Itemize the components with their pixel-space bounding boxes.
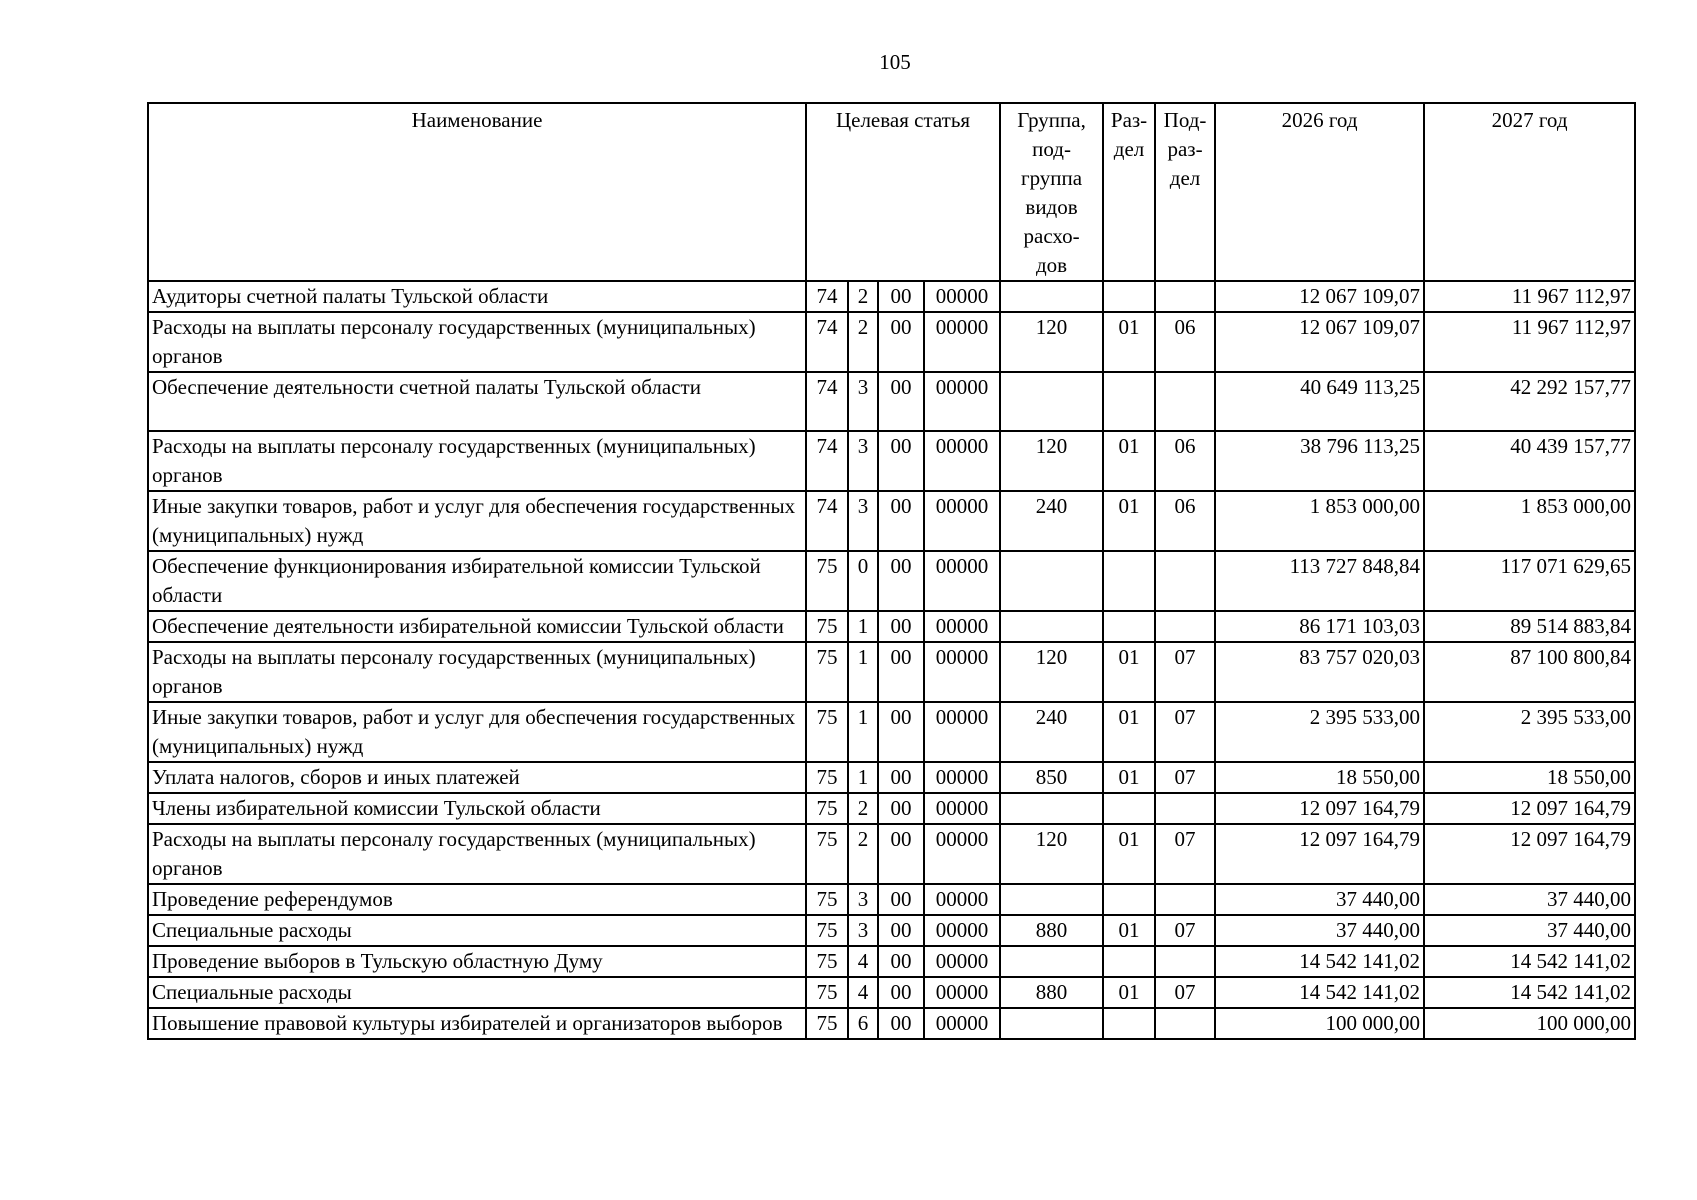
expense-group-cell <box>1000 372 1103 431</box>
row-name-cell: Аудиторы счетной палаты Тульской области <box>148 281 806 312</box>
section-cell: 01 <box>1103 431 1155 491</box>
target-code-subprogram-cell: 1 <box>848 611 878 642</box>
target-code-subprogram-cell: 3 <box>848 884 878 915</box>
header-subsection <box>1155 103 1215 281</box>
amount-2026-cell: 14 542 141,02 <box>1215 977 1424 1008</box>
amount-2027-cell: 42 292 157,77 <box>1424 372 1635 431</box>
target-code-subprogram-cell: 2 <box>848 281 878 312</box>
expense-group-cell <box>1000 946 1103 977</box>
amount-2026-cell: 1 853 000,00 <box>1215 491 1424 551</box>
target-code-program-cell: 74 <box>806 281 848 312</box>
subsection-cell <box>1155 946 1215 977</box>
target-code-direction-cell: 00000 <box>924 915 1000 946</box>
amount-2027-cell: 14 542 141,02 <box>1424 977 1635 1008</box>
amount-2027-cell: 100 000,00 <box>1424 1008 1635 1039</box>
target-code-direction-cell: 00000 <box>924 824 1000 884</box>
target-code-subprogram-cell: 1 <box>848 762 878 793</box>
target-code-program-cell: 75 <box>806 884 848 915</box>
target-code-program-cell: 75 <box>806 551 848 611</box>
target-code-main-cell: 00 <box>878 431 924 491</box>
amount-2027-cell: 11 967 112,97 <box>1424 312 1635 372</box>
amount-2026-cell: 37 440,00 <box>1215 884 1424 915</box>
expense-group-cell <box>1000 1008 1103 1039</box>
amount-2027-cell: 87 100 800,84 <box>1424 642 1635 702</box>
table-row <box>148 1008 1635 1039</box>
target-code-program-cell: 75 <box>806 824 848 884</box>
target-code-subprogram-cell: 4 <box>848 946 878 977</box>
section-cell: 01 <box>1103 762 1155 793</box>
amount-2027-cell: 89 514 883,84 <box>1424 611 1635 642</box>
section-cell: 01 <box>1103 312 1155 372</box>
target-code-main-cell: 00 <box>878 977 924 1008</box>
subsection-cell <box>1155 793 1215 824</box>
page-number: 105 <box>879 50 911 74</box>
header-group-line: под- <box>1032 137 1071 161</box>
table-row <box>148 431 1635 491</box>
subsection-cell: 06 <box>1155 431 1215 491</box>
amount-2027-cell: 37 440,00 <box>1424 884 1635 915</box>
table-row <box>148 702 1635 762</box>
target-code-direction-cell: 00000 <box>924 702 1000 762</box>
subsection-cell: 07 <box>1155 915 1215 946</box>
header-subsection-line: Под- <box>1163 108 1207 132</box>
header-group-line: группа <box>1020 166 1083 190</box>
row-name-cell: Обеспечение деятельности избирательной комиссии Тульской области <box>148 611 806 642</box>
row-name-cell: Обеспечение деятельности счетной палаты Тульской области <box>148 372 806 431</box>
target-code-program-cell: 75 <box>806 702 848 762</box>
header-section-line: дел <box>1113 137 1145 161</box>
target-code-main-cell: 00 <box>878 702 924 762</box>
target-code-main-cell: 00 <box>878 642 924 702</box>
header-group-line: дов <box>1035 253 1068 277</box>
target-code-direction-cell: 00000 <box>924 642 1000 702</box>
section-cell <box>1103 611 1155 642</box>
target-code-direction-cell: 00000 <box>924 793 1000 824</box>
table-row <box>148 611 1635 642</box>
expense-group-cell <box>1000 551 1103 611</box>
row-name-cell: Обеспечение функционирования избирательной комиссии Тульской области <box>148 551 806 611</box>
expense-group-cell <box>1000 793 1103 824</box>
target-code-subprogram-cell: 2 <box>848 793 878 824</box>
row-name-cell: Уплата налогов, сборов и иных платежей <box>148 762 806 793</box>
subsection-cell <box>1155 611 1215 642</box>
target-code-main-cell: 00 <box>878 793 924 824</box>
row-name-cell: Расходы на выплаты персоналу государственных (муниципальных) органов <box>148 312 806 372</box>
target-code-main-cell: 00 <box>878 915 924 946</box>
header-section <box>1103 103 1155 281</box>
expense-group-cell: 120 <box>1000 824 1103 884</box>
budget-table <box>147 102 1636 1040</box>
amount-2026-cell: 12 067 109,07 <box>1215 312 1424 372</box>
row-name-cell: Иные закупки товаров, работ и услуг для обеспечения государственных (муниципальных) нужд <box>148 702 806 762</box>
header-year-2027: 2027 год <box>1424 103 1635 281</box>
section-cell: 01 <box>1103 977 1155 1008</box>
section-cell <box>1103 551 1155 611</box>
table-row <box>148 977 1635 1008</box>
subsection-cell: 07 <box>1155 702 1215 762</box>
amount-2027-cell: 37 440,00 <box>1424 915 1635 946</box>
section-cell <box>1103 281 1155 312</box>
target-code-subprogram-cell: 3 <box>848 431 878 491</box>
target-code-program-cell: 74 <box>806 372 848 431</box>
target-code-main-cell: 00 <box>878 824 924 884</box>
expense-group-cell <box>1000 281 1103 312</box>
section-cell: 01 <box>1103 491 1155 551</box>
amount-2026-cell: 113 727 848,84 <box>1215 551 1424 611</box>
target-code-program-cell: 75 <box>806 946 848 977</box>
header-group-line: Группа, <box>1017 108 1086 132</box>
subsection-cell: 06 <box>1155 312 1215 372</box>
target-code-program-cell: 74 <box>806 491 848 551</box>
amount-2026-cell: 37 440,00 <box>1215 915 1424 946</box>
target-code-main-cell: 00 <box>878 762 924 793</box>
target-code-program-cell: 75 <box>806 1008 848 1039</box>
amount-2027-cell: 14 542 141,02 <box>1424 946 1635 977</box>
section-cell: 01 <box>1103 642 1155 702</box>
expense-group-cell: 120 <box>1000 431 1103 491</box>
amount-2026-cell: 83 757 020,03 <box>1215 642 1424 702</box>
section-cell <box>1103 793 1155 824</box>
row-name-cell: Члены избирательной комиссии Тульской области <box>148 793 806 824</box>
subsection-cell <box>1155 1008 1215 1039</box>
row-name-cell: Специальные расходы <box>148 977 806 1008</box>
target-code-direction-cell: 00000 <box>924 551 1000 611</box>
amount-2027-cell: 12 097 164,79 <box>1424 824 1635 884</box>
header-group-line: расхо- <box>1023 224 1080 248</box>
subsection-cell <box>1155 372 1215 431</box>
expense-group-cell: 850 <box>1000 762 1103 793</box>
table-row <box>148 884 1635 915</box>
amount-2026-cell: 40 649 113,25 <box>1215 372 1424 431</box>
table-row <box>148 915 1635 946</box>
target-code-main-cell: 00 <box>878 884 924 915</box>
amount-2027-cell: 12 097 164,79 <box>1424 793 1635 824</box>
amount-2027-cell: 40 439 157,77 <box>1424 431 1635 491</box>
section-cell: 01 <box>1103 824 1155 884</box>
amount-2026-cell: 14 542 141,02 <box>1215 946 1424 977</box>
amount-2026-cell: 86 171 103,03 <box>1215 611 1424 642</box>
table-body <box>148 281 1635 1039</box>
section-cell <box>1103 372 1155 431</box>
section-cell <box>1103 946 1155 977</box>
amount-2026-cell: 12 067 109,07 <box>1215 281 1424 312</box>
subsection-cell: 07 <box>1155 824 1215 884</box>
row-name-cell: Проведение выборов в Тульскую областную Думу <box>148 946 806 977</box>
target-code-direction-cell: 00000 <box>924 281 1000 312</box>
target-code-program-cell: 75 <box>806 762 848 793</box>
target-code-direction-cell: 00000 <box>924 977 1000 1008</box>
amount-2027-cell: 11 967 112,97 <box>1424 281 1635 312</box>
subsection-cell <box>1155 551 1215 611</box>
target-code-direction-cell: 00000 <box>924 491 1000 551</box>
header-name: Наименование <box>148 103 806 281</box>
amount-2027-cell: 1 853 000,00 <box>1424 491 1635 551</box>
section-cell <box>1103 1008 1155 1039</box>
amount-2027-cell: 18 550,00 <box>1424 762 1635 793</box>
target-code-program-cell: 75 <box>806 611 848 642</box>
expense-group-cell: 880 <box>1000 977 1103 1008</box>
header-row <box>148 103 1635 281</box>
expense-group-cell: 120 <box>1000 642 1103 702</box>
target-code-direction-cell: 00000 <box>924 372 1000 431</box>
table-row <box>148 824 1635 884</box>
target-code-direction-cell: 00000 <box>924 1008 1000 1039</box>
target-code-main-cell: 00 <box>878 281 924 312</box>
table-row <box>148 793 1635 824</box>
section-cell: 01 <box>1103 915 1155 946</box>
target-code-direction-cell: 00000 <box>924 431 1000 491</box>
target-code-subprogram-cell: 4 <box>848 977 878 1008</box>
row-name-cell: Расходы на выплаты персоналу государственных (муниципальных) органов <box>148 824 806 884</box>
expense-group-cell: 880 <box>1000 915 1103 946</box>
target-code-program-cell: 75 <box>806 915 848 946</box>
target-code-subprogram-cell: 3 <box>848 915 878 946</box>
subsection-cell: 07 <box>1155 762 1215 793</box>
amount-2026-cell: 12 097 164,79 <box>1215 824 1424 884</box>
subsection-cell: 07 <box>1155 977 1215 1008</box>
table-row <box>148 946 1635 977</box>
target-code-subprogram-cell: 0 <box>848 551 878 611</box>
target-code-direction-cell: 00000 <box>924 611 1000 642</box>
target-code-subprogram-cell: 1 <box>848 642 878 702</box>
table-row <box>148 491 1635 551</box>
amount-2027-cell: 117 071 629,65 <box>1424 551 1635 611</box>
amount-2027-cell: 2 395 533,00 <box>1424 702 1635 762</box>
header-year-2026: 2026 год <box>1215 103 1424 281</box>
target-code-program-cell: 75 <box>806 642 848 702</box>
target-code-direction-cell: 00000 <box>924 946 1000 977</box>
table-row <box>148 312 1635 372</box>
target-code-program-cell: 74 <box>806 312 848 372</box>
table-row <box>148 281 1635 312</box>
target-code-subprogram-cell: 3 <box>848 491 878 551</box>
amount-2026-cell: 12 097 164,79 <box>1215 793 1424 824</box>
target-code-main-cell: 00 <box>878 551 924 611</box>
amount-2026-cell: 18 550,00 <box>1215 762 1424 793</box>
target-code-direction-cell: 00000 <box>924 762 1000 793</box>
row-name-cell: Проведение референдумов <box>148 884 806 915</box>
expense-group-cell <box>1000 884 1103 915</box>
section-cell <box>1103 884 1155 915</box>
row-name-cell: Иные закупки товаров, работ и услуг для обеспечения государственных (муниципальных) нужд <box>148 491 806 551</box>
subsection-cell <box>1155 884 1215 915</box>
row-name-cell: Специальные расходы <box>148 915 806 946</box>
amount-2026-cell: 2 395 533,00 <box>1215 702 1424 762</box>
amount-2026-cell: 38 796 113,25 <box>1215 431 1424 491</box>
target-code-subprogram-cell: 2 <box>848 824 878 884</box>
expense-group-cell: 120 <box>1000 312 1103 372</box>
target-code-main-cell: 00 <box>878 946 924 977</box>
expense-group-cell: 240 <box>1000 491 1103 551</box>
header-target-article: Целевая статья <box>806 103 1000 281</box>
target-code-main-cell: 00 <box>878 491 924 551</box>
table-row <box>148 551 1635 611</box>
row-name-cell: Расходы на выплаты персоналу государственных (муниципальных) органов <box>148 431 806 491</box>
target-code-direction-cell: 00000 <box>924 312 1000 372</box>
header-expense-group <box>1000 103 1103 281</box>
table-row <box>148 762 1635 793</box>
target-code-main-cell: 00 <box>878 372 924 431</box>
section-cell: 01 <box>1103 702 1155 762</box>
subsection-cell: 06 <box>1155 491 1215 551</box>
target-code-subprogram-cell: 3 <box>848 372 878 431</box>
target-code-program-cell: 74 <box>806 431 848 491</box>
target-code-subprogram-cell: 2 <box>848 312 878 372</box>
expense-group-cell: 240 <box>1000 702 1103 762</box>
target-code-subprogram-cell: 1 <box>848 702 878 762</box>
target-code-subprogram-cell: 6 <box>848 1008 878 1039</box>
row-name-cell: Повышение правовой культуры избирателей и организаторов выборов <box>148 1008 806 1039</box>
target-code-main-cell: 00 <box>878 611 924 642</box>
row-name-cell: Расходы на выплаты персоналу государственных (муниципальных) органов <box>148 642 806 702</box>
target-code-program-cell: 75 <box>806 977 848 1008</box>
table-row <box>148 372 1635 431</box>
amount-2026-cell: 100 000,00 <box>1215 1008 1424 1039</box>
subsection-cell <box>1155 281 1215 312</box>
header-subsection-line: дел <box>1169 166 1201 190</box>
target-code-main-cell: 00 <box>878 312 924 372</box>
header-group-line: видов <box>1025 195 1078 219</box>
subsection-cell: 07 <box>1155 642 1215 702</box>
header-section-line: Раз- <box>1110 108 1148 132</box>
target-code-direction-cell: 00000 <box>924 884 1000 915</box>
expense-group-cell <box>1000 611 1103 642</box>
target-code-program-cell: 75 <box>806 793 848 824</box>
target-code-main-cell: 00 <box>878 1008 924 1039</box>
table-row <box>148 642 1635 702</box>
header-subsection-line: раз- <box>1167 137 1203 161</box>
